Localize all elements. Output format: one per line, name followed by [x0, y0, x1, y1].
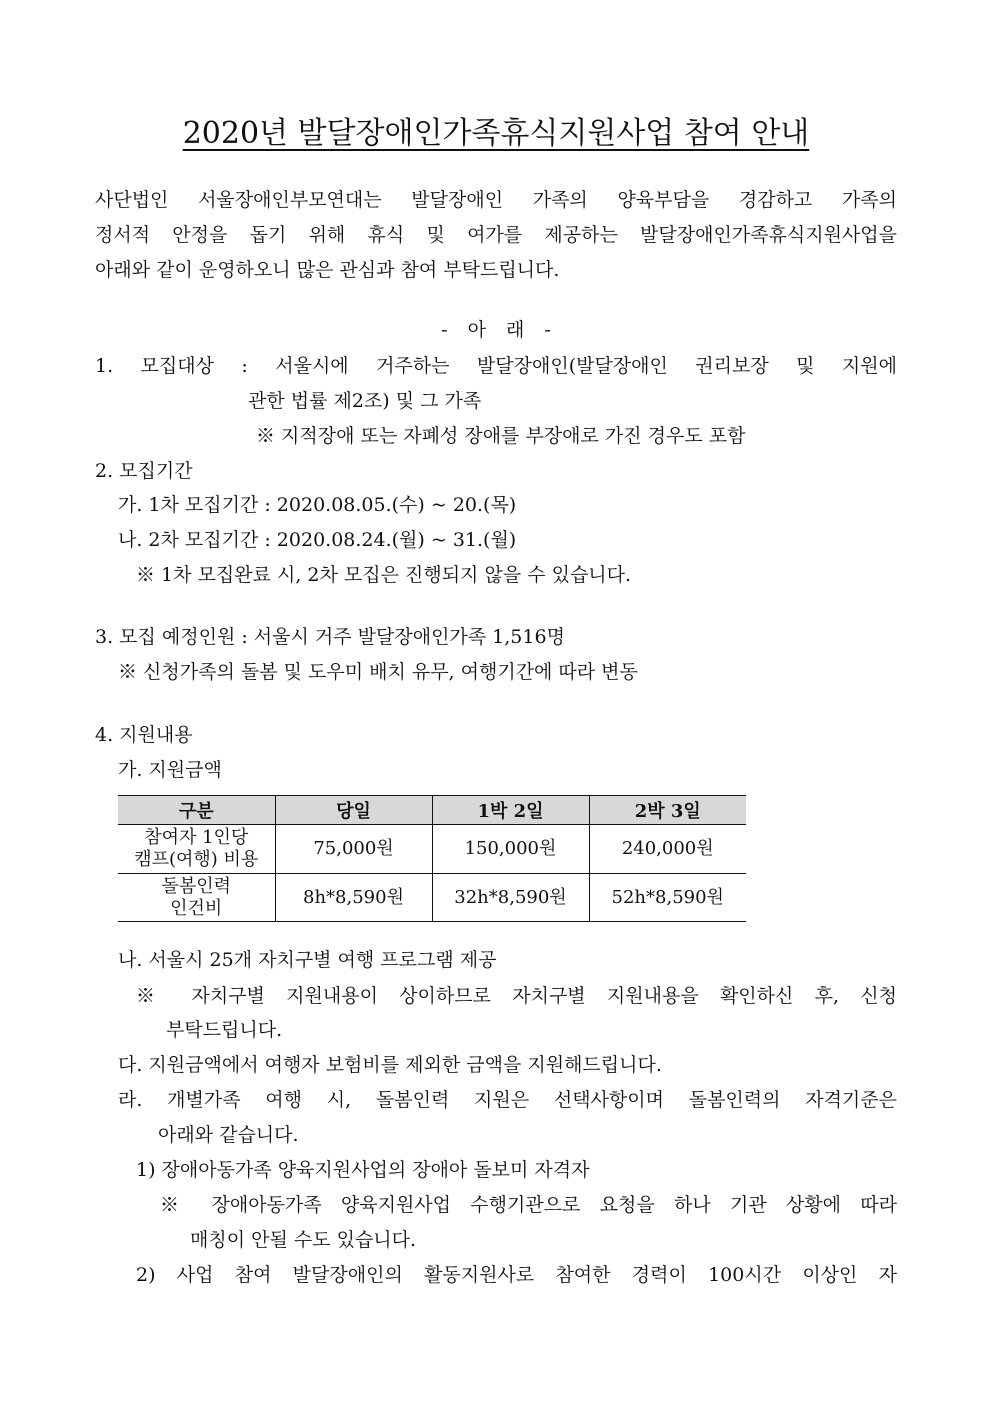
row-label-line-2: 캠프(여행) 비용	[134, 849, 259, 870]
section-1-note: ※ 지적장애 또는 자폐성 장애를 부장애로 가진 경우도 포함	[256, 425, 746, 447]
section-4-item-d-1-note-1: ※ 장애아동가족 양육지원사업 수행기관으로 요청을 하나 기관 상황에 따라	[160, 1194, 897, 1216]
document-title	[0, 112, 992, 156]
section-4-item-a: 가. 지원금액	[118, 759, 222, 781]
table-row	[118, 825, 746, 874]
section-4-item-b-note-2: 부탁드립니다.	[166, 1019, 283, 1041]
section-4-item-d-1-note-2: 매칭이 안될 수도 있습니다.	[190, 1229, 417, 1251]
title-text: 2020년 발달장애인가족휴식지원사업 참여 안내	[182, 116, 810, 151]
section-1-line-1: 1. 모집대상 : 서울시에 거주하는 발달장애인(발달장애인 권리보장 및 지원에	[95, 355, 897, 377]
intro-line-1: 사단법인 서울장애인부모연대는 발달장애인 가족의 양육부담을 경감하고 가족의	[95, 189, 897, 211]
section-4-item-c: 다. 지원금액에서 여행자 보험비를 제외한 금액을 지원해드립니다.	[118, 1054, 662, 1076]
section-3-note: ※ 신청가족의 돌봄 및 도우미 배치 유무, 여행기간에 따라 변동	[118, 661, 638, 683]
row-label-line-1: 돌봄인력	[161, 875, 232, 897]
intro-line-2: 정서적 안정을 돕기 위해 휴식 및 여가를 제공하는 발달장애인가족휴식지원사업을	[95, 224, 897, 246]
table-cell: 240,000원	[589, 825, 746, 874]
section-2-item-a: 가. 1차 모집기간 : 2020.08.05.(수) ~ 20.(목)	[118, 494, 517, 516]
section-2-note: ※ 1차 모집완료 시, 2차 모집은 진행되지 않을 수 있습니다.	[136, 564, 632, 586]
table-row-label	[118, 874, 275, 922]
section-4-item-d-line-1: 라. 개별가족 여행 시, 돌봄인력 지원은 선택사항이며 돌봄인력의 자격기준은	[118, 1089, 897, 1111]
table-header-cell: 1박 2일	[432, 796, 589, 825]
divider-heading: - 아 래 -	[441, 319, 551, 341]
table-header-row	[118, 796, 746, 825]
row-label-line-1: 참여자 1인당	[144, 827, 249, 848]
table-cell: 75,000원	[275, 825, 432, 874]
section-2-title: 2. 모집기간	[95, 460, 193, 482]
section-4-item-d-1: 1) 장애아동가족 양육지원사업의 장애아 돌보미 자격자	[136, 1159, 590, 1181]
section-4-item-d-line-2: 아래와 같습니다.	[158, 1124, 299, 1146]
intro-line-3: 아래와 같이 운영하오니 많은 관심과 참여 부탁드립니다.	[95, 259, 560, 281]
support-amount-table	[118, 795, 746, 922]
section-3-title: 3. 모집 예정인원 : 서울시 거주 발달장애인가족 1,516명	[95, 626, 565, 648]
table-cell: 52h*8,590원	[589, 874, 746, 922]
section-2-item-b: 나. 2차 모집기간 : 2020.08.24.(월) ~ 31.(월)	[118, 529, 517, 551]
table-header-cell: 2박 3일	[589, 796, 746, 825]
table-cell: 8h*8,590원	[275, 874, 432, 922]
section-4-item-b: 나. 서울시 25개 자치구별 여행 프로그램 제공	[118, 949, 497, 971]
section-4-title: 4. 지원내용	[95, 724, 193, 746]
table-cell: 32h*8,590원	[432, 874, 589, 922]
table-header-cell: 당일	[275, 796, 432, 825]
row-label-line-2: 인건비	[170, 897, 223, 919]
section-4-item-d-2: 2) 사업 참여 발달장애인의 활동지원사로 참여한 경력이 100시간 이상인 자	[136, 1264, 897, 1286]
table-row-label	[118, 825, 275, 874]
table-header-cell: 구분	[118, 796, 275, 825]
section-1-line-2: 관한 법률 제2조) 및 그 가족	[248, 390, 482, 412]
table-row	[118, 874, 746, 922]
section-4-item-b-note-1: ※ 자치구별 지원내용이 상이하므로 자치구별 지원내용을 확인하신 후, 신청	[136, 985, 897, 1007]
table-cell: 150,000원	[432, 825, 589, 874]
